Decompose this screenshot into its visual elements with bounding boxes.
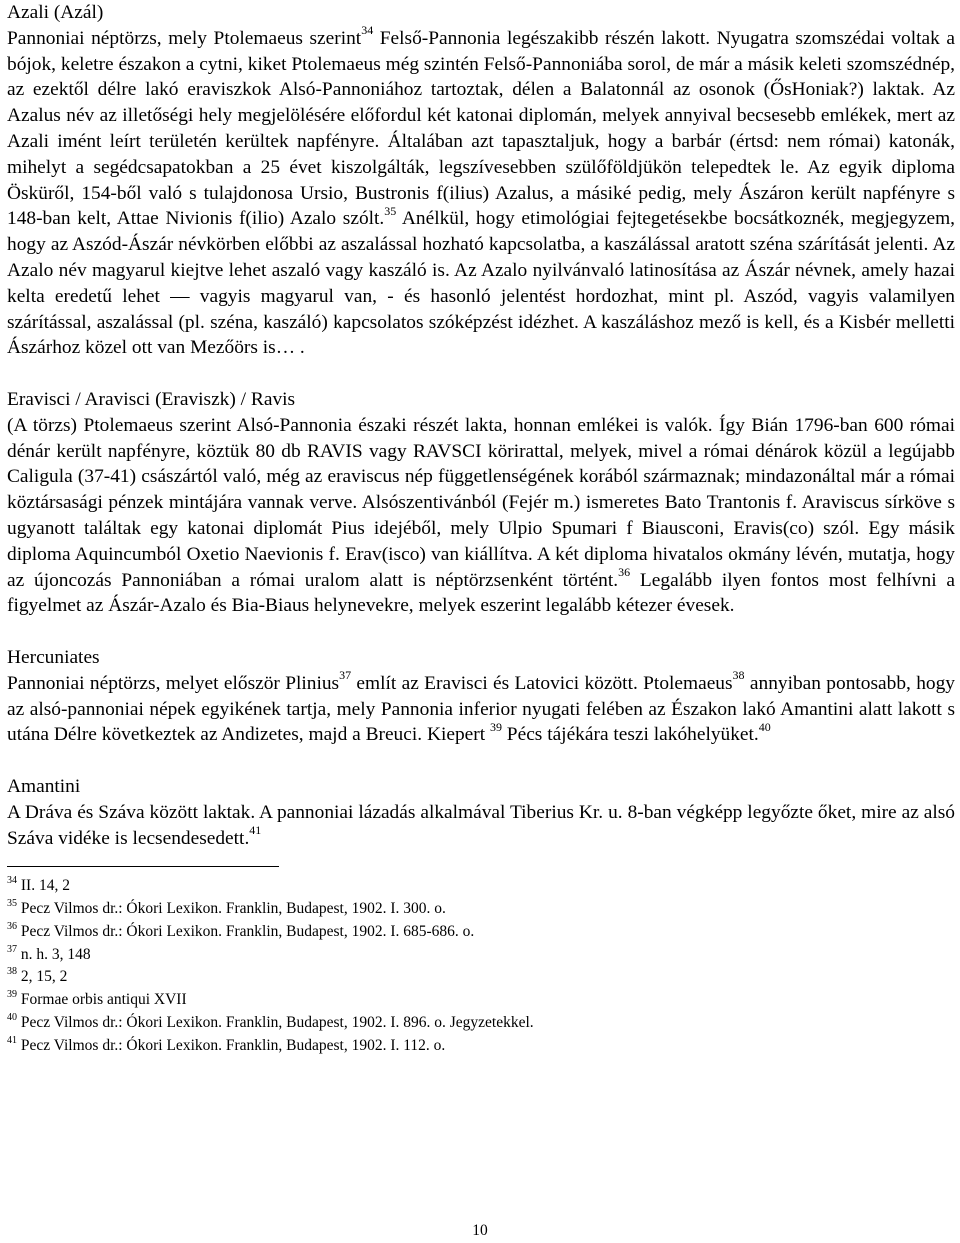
footnote bbox=[7, 966, 955, 989]
section-heading: Amantini bbox=[7, 775, 81, 797]
footnote-text: II. 14, 2 bbox=[20, 877, 70, 895]
section bbox=[7, 619, 955, 748]
footnote-number: 36 bbox=[7, 920, 17, 932]
footnote-number: 41 bbox=[7, 1034, 17, 1046]
section-paragraph bbox=[7, 668, 955, 748]
section-heading: Eravisci / Aravisci (Eraviszk) / Ravis bbox=[7, 388, 296, 410]
footnote bbox=[7, 875, 955, 898]
footnote-number: 38 bbox=[7, 966, 17, 978]
footnote-divider bbox=[7, 866, 279, 867]
footnote-reference: 37 bbox=[339, 668, 352, 683]
section-paragraph bbox=[7, 23, 955, 361]
footnote-number: 39 bbox=[7, 989, 17, 1001]
footnote-text: n. h. 3, 148 bbox=[20, 945, 91, 963]
footnote-text: Pecz Vilmos dr.: Ókori Lexikon. Franklin, Budapest, 1902. I. 300. o. bbox=[20, 900, 446, 918]
section-spacer bbox=[7, 748, 955, 774]
footnote-text: Formae orbis antiqui XVII bbox=[20, 991, 187, 1009]
footnote bbox=[7, 944, 955, 967]
footnote bbox=[7, 989, 955, 1012]
footnote-reference: 36 bbox=[618, 565, 631, 580]
section bbox=[7, 0, 955, 361]
footnotes bbox=[7, 875, 955, 1057]
text-run: említ az Eravisci és Latovici között. Ptolemaeus bbox=[351, 672, 733, 694]
text-run: annyiban pontosabb, hogy az alsó-pannoniai népek egyikének tartja, mely Pannonia inferior nyugati felében az Északon lakó Amantini alatt lakott s utána Délre következtek az Andizetes, majd a Breuci. Kiepert bbox=[7, 672, 955, 746]
section-heading: Hercuniates bbox=[7, 646, 100, 668]
text-run: Pannoniai néptörzs, mely Ptolemaeus szerint bbox=[7, 27, 362, 49]
footnote-number: 35 bbox=[7, 897, 17, 909]
footnote-reference: 39 bbox=[489, 719, 502, 734]
footnote-reference: 34 bbox=[361, 23, 374, 38]
page-number: 10 bbox=[472, 1222, 488, 1239]
footnote bbox=[7, 1012, 955, 1035]
document-page bbox=[7, 0, 955, 1058]
footnote bbox=[7, 1035, 955, 1058]
body-text bbox=[7, 0, 955, 851]
footnote-text: 2, 15, 2 bbox=[20, 968, 68, 986]
footnote-reference: 40 bbox=[758, 719, 771, 734]
section-paragraph bbox=[7, 413, 955, 619]
footnote-reference: 35 bbox=[384, 203, 397, 218]
footnote-text: Pecz Vilmos dr.: Ókori Lexikon. Franklin, Budapest, 1902. I. 896. o. Jegyzetekkel. bbox=[20, 1014, 534, 1032]
footnote-text: Pecz Vilmos dr.: Ókori Lexikon. Franklin, Budapest, 1902. I. 685-686. o. bbox=[20, 922, 475, 940]
text-run: Anélkül, hogy etimológiai fejtegetésekbe bocsátkoznék, megjegyzem, hogy az Aszód-Ászár névkörben előbbi az aszalással hozható kapcsolatba, a kaszálással aratott széna szárítását jelenti. Az Azalo név magyarul kiejtve lehet aszaló vagy kaszáló is. Az Azalo nyilvánvaló latinosítása az Ászár névnek, amely hazai kelta eredetű lehet — vagyis magyarul van, - és hasonló jelentést hordozhat, mint pl. Aszód, vagyis valamilyen szárítással, aszalással (pl. széna, kaszáló) kapcsolatos szóképzést idézhet. A kaszáláshoz mező is kell, és a Kisbér melletti Ászárhoz közel ott van Mezőörs is… . bbox=[7, 208, 955, 359]
section-spacer bbox=[7, 361, 955, 387]
footnote bbox=[7, 898, 955, 921]
section bbox=[7, 361, 955, 619]
text-run: Pannoniai néptörzs, melyet először Plinius bbox=[7, 672, 340, 694]
text-run: Legalább ilyen fontos most felhívni a figyelmet az Ászár-Azalo és Bia-Biaus helynevekre, melyek eszerint legalább kétezer évesek. bbox=[7, 569, 956, 617]
text-run: Felső-Pannonia legészakibb részén lakott. Nyugatra szomszédai voltak a bójok, keletre északon a cytni, kiket Ptolemaeus még szintén Felső-Pannoniába sorol, de már a másik keleti szomszédnép, az ezektől délre lakó eraviszkok Alsó-Pannoniához tartoztak, délen a Balatonnál az osonok (ŐsHoniak?) laktak. Az Azalus név az illetőségi hely megjelölésére előfordul két katonai diplomán, melyek annyival becsesebb emlékek, mert az Azali imént leírt területén kerültek napfényre. Általában azt tapasztaljuk, hogy a barbár (értsd: nem római) katonák, mihelyt a segédcsapatokban a 25 évet kiszolgálták, legszívesebben szülőföldjükön telepedtek le. Az egyik diploma Ösküről, 154-ből való s tulajdonosa Ursio, Bustronis f(ilius) Azalus, a másiké pedig, mely Ászáron került napfényre s 148-ban kelt, Attae Nivionis f(ilio) Azalo szólt. bbox=[7, 27, 955, 230]
footnote bbox=[7, 921, 955, 944]
section-heading: Azali (Azál) bbox=[7, 2, 104, 23]
footnote-number: 34 bbox=[7, 875, 17, 887]
footnote-number: 40 bbox=[7, 1011, 17, 1023]
section bbox=[7, 748, 955, 851]
text-run: Pécs tájékára teszi lakóhelyüket. bbox=[501, 724, 759, 746]
footnote-text: Pecz Vilmos dr.: Ókori Lexikon. Franklin, Budapest, 1902. I. 112. o. bbox=[20, 1036, 446, 1054]
text-run: A Dráva és Száva között laktak. A pannoniai lázadás alkalmával Tiberius Kr. u. 8-ban végképp legyőzte őket, mire az alsó Száva vidéke is lecsendesedett. bbox=[7, 801, 955, 849]
text-run: (A törzs) Ptolemaeus szerint Alsó-Pannonia északi részét lakta, honnan emlékei is valók. Így Bián 1796-ban 600 római dénár került napfényre, köztük 80 db RAVIS vagy RAVSCI körirattal, melyek, mivel a római dénárok közül a legújabb Caligula (37-41) császártól való, még az eraviscus nép függetlenségének korából származnak; mindazonáltal már a római köztársasági pénzek mintájára vannak verve. Alsószentivánból (Fejér m.) ismeretes Bato Trantonis f. Araviscus sírköve s ugyanott találtak egy katonai diplomát Pius idejéből, mely Ulpio Spumari f Biausconi, Eravis(co) szól. Egy másik diploma Aquincumból Oxetio Naevionis f. Erav(isco) van kiállítva. A két diploma hivatalos okmány lévén, mutatja, hogy az újoncozás Pannoniában a római uralom alatt is néptörzsenként történt. bbox=[7, 414, 955, 591]
section-paragraph bbox=[7, 800, 955, 852]
section-spacer bbox=[7, 619, 955, 645]
footnote-reference: 41 bbox=[249, 823, 262, 838]
footnote-reference: 38 bbox=[732, 668, 745, 683]
footnote-number: 37 bbox=[7, 943, 17, 955]
